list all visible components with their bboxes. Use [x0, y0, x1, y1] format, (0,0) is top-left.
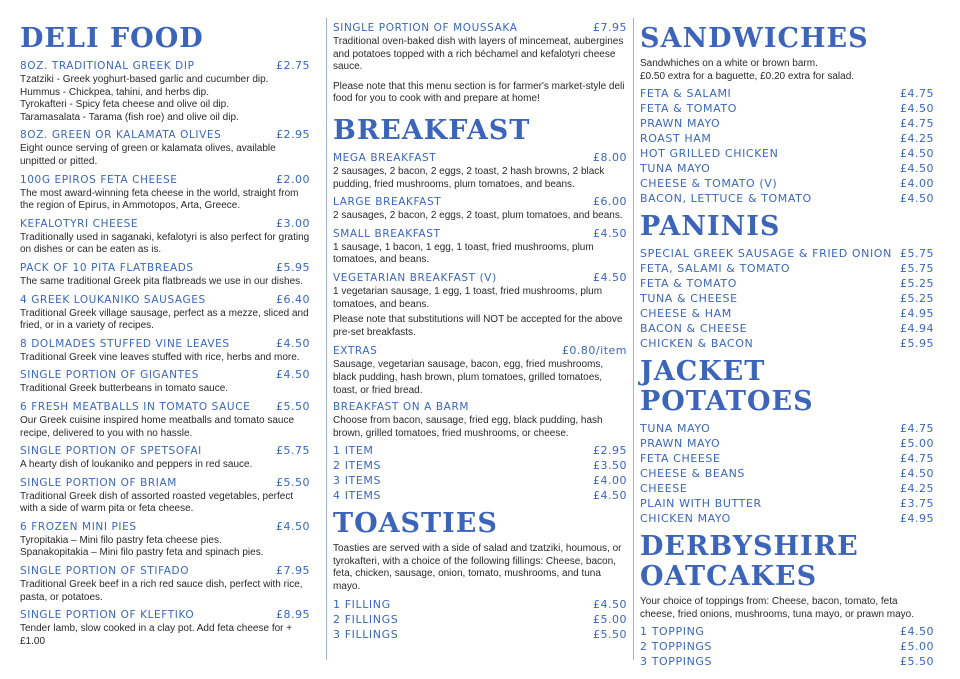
breakfast-note: Please note that substitutions will NOT be accepted for the above pre-set breakfasts. — [333, 314, 623, 338]
item-name: FETA & SALAMI — [640, 87, 732, 101]
item-price: £5.50 — [593, 627, 627, 641]
price-row — [640, 116, 934, 131]
item-row — [20, 607, 310, 623]
price-row — [640, 291, 934, 306]
item-price: £4.94 — [900, 322, 934, 336]
item-name: PRAWN MAYO — [640, 437, 721, 451]
item-price: £0.80/item — [561, 344, 627, 358]
item-name: FETA & TOMATO — [640, 277, 737, 291]
item-name: SMALL BREAKFAST — [333, 227, 441, 240]
item-price: £4.50 — [593, 489, 627, 503]
item-name: CHEESE & BEANS — [640, 467, 745, 481]
item-price: £4.50 — [900, 102, 934, 116]
price-row — [640, 191, 934, 206]
item-name: CHICKEN & BACON — [640, 337, 754, 351]
oatcakes-description: Your choice of toppings from: Cheese, bacon, tomato, feta cheese, fried onions, mushrooms, tuna mayo, or prawn mayo. — [640, 596, 915, 620]
item-name: 8OZ. GREEN OR KALAMATA OLIVES — [20, 129, 222, 142]
toastie-options — [333, 597, 627, 642]
price-row — [640, 146, 934, 161]
item-price: £5.75 — [900, 247, 934, 261]
price-row — [640, 276, 934, 291]
price-row — [640, 161, 934, 176]
item-name: 6 FROZEN MINI PIES — [20, 520, 137, 533]
item-price: £5.95 — [276, 260, 310, 274]
item-price: £5.50 — [900, 655, 934, 669]
column-deli — [20, 18, 310, 651]
item-name: FETA & TOMATO — [640, 102, 737, 116]
item-row — [20, 475, 310, 491]
section-heading-jacket-potatoes: JACKET POTATOES — [640, 357, 934, 417]
item-name: HOT GRILLED CHICKEN — [640, 147, 779, 161]
price-row — [640, 624, 934, 639]
menu-item — [20, 172, 310, 213]
item-price: £4.50 — [900, 467, 934, 481]
item-description: Tzatziki - Greek yoghurt-based garlic and cucumber dip. Hummus - Chickpea, tahini, and herbs dip. Tyrokafteri - Spicy feta cheese and olive oil dip. Taramasalata - Tarama (fish roe) and olive oil dip. — [20, 74, 269, 123]
item-name: 8 DOLMADES STUFFED VINE LEAVES — [20, 337, 230, 350]
deli-item-list — [20, 58, 310, 648]
item-description: Traditional Greek village sausage, perfect as a mezze, sliced and fried, or in a variety of recipes. — [20, 307, 309, 332]
item-name: SINGLE PORTION OF STIFADO — [20, 565, 190, 578]
item-name: 4 GREEK LOUKANIKO SAUSAGES — [20, 293, 206, 306]
item-name: LARGE BREAKFAST — [333, 196, 442, 209]
item-name: 2 FILLINGS — [333, 612, 399, 626]
price-row — [640, 306, 934, 321]
item-price: £4.50 — [900, 147, 934, 161]
item-name: SPECIAL GREEK SAUSAGE & FRIED ONION — [640, 247, 892, 261]
item-name: 1 FILLING — [333, 597, 391, 611]
menu-item — [333, 194, 627, 223]
deli-note: Please note that this menu section is for farmer's market-style deli food for you to cook with and prepare at home! — [333, 80, 625, 105]
price-row — [640, 511, 934, 526]
item-price: £2.75 — [276, 59, 310, 72]
item-description: Traditional Greek beef in a rich red sauce dish, perfect with rice, pasta, or potatoes. — [20, 579, 303, 603]
item-row — [20, 292, 310, 308]
column-divider-right — [633, 18, 634, 660]
item-price: £4.75 — [900, 87, 934, 101]
item-description: 1 vegetarian sausage, 1 egg, 1 toast, fried mushrooms, plum tomatoes, and beans. — [333, 285, 603, 310]
item-price: £2.95 — [593, 444, 627, 458]
price-row — [640, 451, 934, 466]
menu-item — [333, 270, 627, 311]
menu-item — [20, 519, 310, 560]
price-row — [640, 176, 934, 191]
item-price: £4.50 — [276, 368, 310, 382]
price-row — [640, 321, 934, 336]
item-name: 1 TOPPING — [640, 625, 705, 639]
item-name: BACON, LETTUCE & TOMATO — [640, 192, 812, 206]
column-breakfast — [333, 20, 627, 642]
item-price: £4.25 — [900, 132, 934, 146]
menu-item — [20, 127, 310, 168]
item-row — [20, 367, 310, 383]
item-name: SINGLE PORTION OF BRIAM — [20, 476, 177, 489]
item-name: CHEESE & HAM — [640, 307, 732, 321]
item-name: CHICKEN MAYO — [640, 512, 731, 526]
item-name: SINGLE PORTION OF SPETSOFAI — [20, 445, 202, 458]
item-price: £4.00 — [900, 177, 934, 191]
item-price: £4.50 — [276, 519, 310, 533]
item-price: £5.00 — [593, 612, 627, 626]
price-row — [640, 246, 934, 261]
item-price: £4.50 — [593, 270, 627, 284]
item-row — [333, 150, 627, 166]
item-name: TUNA & CHEESE — [640, 292, 738, 306]
barm-options — [333, 443, 627, 503]
item-name: KEFALOTYRI CHEESE — [20, 217, 139, 230]
price-row — [333, 627, 627, 642]
item-name: CHEESE & TOMATO (V) — [640, 177, 778, 191]
item-price: £3.50 — [593, 459, 627, 473]
section-heading-toasties: TOASTIES — [333, 509, 538, 539]
item-price: £4.95 — [900, 307, 934, 321]
item-name: BREAKFAST ON A BARM — [333, 401, 469, 414]
item-name: FETA CHEESE — [640, 452, 721, 466]
menu-item — [20, 216, 310, 257]
menu-item-extras — [333, 343, 627, 397]
item-price: £4.50 — [900, 192, 934, 206]
item-price: £8.95 — [276, 608, 310, 622]
item-description: A hearty dish of loukaniko and peppers in red sauce. — [20, 459, 253, 471]
menu-item — [333, 226, 627, 267]
item-name: ROAST HAM — [640, 132, 712, 146]
item-description: 1 sausage, 1 bacon, 1 egg, 1 toast, fried mushrooms, plum tomatoes, and beans. — [333, 241, 594, 266]
item-name: 3 FILLINGS — [333, 627, 399, 641]
item-price: £3.00 — [276, 216, 310, 230]
item-price: £7.95 — [593, 21, 627, 34]
item-description: Traditional Greek butterbeans in tomato sauce. — [20, 383, 229, 395]
item-description: Our Greek cuisine inspired home meatballs and tomato sauce recipe, delivered to you with no hassle. — [20, 414, 295, 439]
item-price: £5.00 — [900, 640, 934, 654]
item-price: £4.75 — [900, 452, 934, 466]
price-row — [640, 131, 934, 146]
item-description: 2 sausages, 2 bacon, 2 eggs, 2 toast, plum tomatoes, and beans. — [333, 210, 623, 222]
item-description: Traditionally used in saganaki, kefalotyri is also perfect for grating on dishes or can be eaten as is. — [20, 231, 310, 256]
column-divider-left — [326, 18, 327, 660]
panini-list — [640, 246, 934, 351]
item-price: £5.00 — [900, 437, 934, 451]
item-name: 3 TOPPINGS — [640, 655, 713, 669]
section-heading-paninis: PANINIS — [640, 212, 820, 242]
item-price: £4.50 — [900, 625, 934, 639]
item-price: £4.25 — [900, 482, 934, 496]
price-row — [640, 86, 934, 101]
item-row — [20, 216, 310, 232]
menu-item — [20, 336, 310, 365]
item-name: EXTRAS — [333, 345, 378, 358]
oatcake-options — [640, 624, 934, 669]
item-price: £6.00 — [593, 195, 627, 209]
item-row — [333, 194, 627, 210]
item-price: £4.00 — [593, 474, 627, 488]
item-name: 6 FRESH MEATBALLS IN TOMATO SAUCE — [20, 400, 251, 413]
item-name: PACK OF 10 PITA FLATBREADS — [20, 261, 194, 274]
item-price: £5.25 — [900, 292, 934, 306]
menu-item — [20, 563, 310, 604]
item-name: 1 ITEM — [333, 444, 374, 458]
item-price: £4.50 — [900, 162, 934, 176]
item-row — [20, 127, 310, 143]
item-description: Tyropitakia – Mini filo pastry feta cheese pies. Spanakopitakia – Mini filo pastry feta and spinach pies. — [20, 534, 264, 559]
item-description: 2 sausages, 2 bacon, 2 eggs, 2 toast, 2 hash browns, 2 black pudding, fried mushrooms, plum tomatoes, and beans. — [333, 165, 605, 190]
item-description: Traditional oven-baked dish with layers of mincemeat, aubergines and potatoes topped with a rich béchamel and kefalotyri cheese sauce. — [333, 36, 624, 73]
item-row — [20, 443, 310, 459]
item-name: SINGLE PORTION OF KLEFTIKO — [20, 609, 195, 622]
item-price: £5.75 — [900, 262, 934, 276]
price-row — [640, 261, 934, 276]
item-name: 100G EPIROS FETA CHEESE — [20, 173, 178, 186]
menu-item — [333, 20, 627, 74]
item-description: Sausage, vegetarian sausage, bacon, egg, fried mushrooms, black pudding, hash brown, plum tomatoes, grilled tomatoes, toast, or fried bread. — [333, 359, 604, 396]
item-row — [20, 519, 310, 535]
section-heading-breakfast: BREAKFAST — [333, 116, 570, 146]
item-name: BACON & CHEESE — [640, 322, 748, 336]
item-price: £8.00 — [593, 150, 627, 164]
item-name: 2 TOPPINGS — [640, 640, 713, 654]
menu-item — [20, 367, 310, 396]
item-name: 4 ITEMS — [333, 489, 382, 503]
price-row — [333, 612, 627, 627]
sandwich-list — [640, 86, 934, 206]
item-row — [20, 260, 310, 276]
menu-item — [20, 292, 310, 333]
menu-item — [20, 475, 310, 516]
item-price: £5.50 — [276, 399, 310, 413]
price-row — [333, 443, 627, 458]
menu-item-barm — [333, 400, 627, 440]
price-row — [640, 101, 934, 116]
item-price: £2.95 — [276, 128, 310, 142]
item-name: 2 ITEMS — [333, 459, 382, 473]
price-row — [333, 597, 627, 612]
breakfast-item-list — [333, 150, 627, 311]
menu-item — [20, 399, 310, 440]
item-price: £5.95 — [900, 337, 934, 351]
item-name: TUNA MAYO — [640, 162, 711, 176]
item-name: CHEESE — [640, 482, 688, 496]
column-sandwiches — [640, 18, 934, 669]
item-name: 8OZ. TRADITIONAL GREEK DIP — [20, 60, 195, 72]
price-row — [640, 336, 934, 351]
item-description: Choose from bacon, sausage, fried egg, black pudding, hash brown, grilled tomatoes, fried mushrooms, or cheese. — [333, 415, 603, 439]
menu-item — [20, 607, 310, 648]
menu-item — [20, 260, 310, 289]
jacket-potato-list — [640, 421, 934, 526]
menu-item — [333, 150, 627, 191]
price-row — [333, 458, 627, 473]
item-description: Traditional Greek vine leaves stuffed with rice, herbs and more. — [20, 351, 300, 363]
item-description: The most award-winning feta cheese in the world, straight from the region of Epirus, in Ammotopos, Arta, Greece. — [20, 187, 299, 212]
item-row — [333, 270, 627, 286]
section-heading-deli: DELI FOOD — [20, 24, 244, 54]
item-name: PLAIN WITH BUTTER — [640, 497, 762, 511]
item-price: £4.75 — [900, 422, 934, 436]
item-price: £2.00 — [276, 172, 310, 186]
item-description: The same traditional Greek pita flatbreads we use in our dishes. — [20, 275, 303, 287]
item-price: £4.75 — [900, 117, 934, 131]
item-name: SINGLE PORTION OF GIGANTES — [20, 369, 200, 382]
price-row — [640, 496, 934, 511]
menu-item — [20, 58, 310, 124]
price-row — [640, 654, 934, 669]
sandwiches-description: Sandwhiches on a white or brown barm. £0.50 extra for a baguette, £0.20 extra for salad. — [640, 58, 855, 82]
price-row — [640, 639, 934, 654]
item-row — [20, 172, 310, 188]
item-price: £4.50 — [593, 226, 627, 240]
item-description: Traditional Greek dish of assorted roasted vegetables, perfect with a side of warm pita or feta cheese. — [20, 490, 294, 515]
item-row — [20, 399, 310, 415]
price-row — [333, 488, 627, 503]
price-row — [640, 436, 934, 451]
item-row — [20, 58, 310, 74]
item-name: FETA, SALAMI & TOMATO — [640, 262, 791, 276]
item-price: £6.40 — [276, 292, 310, 306]
item-row — [20, 563, 310, 579]
item-name: VEGETARIAN BREAKFAST (V) — [333, 271, 497, 284]
item-price: £7.95 — [276, 564, 310, 578]
section-heading-oatcakes: DERBYSHIRE OATCAKES — [640, 532, 934, 592]
item-name: 3 ITEMS — [333, 474, 382, 488]
price-row — [333, 473, 627, 488]
item-name: MEGA BREAKFAST — [333, 151, 437, 164]
item-price: £5.75 — [276, 444, 310, 458]
item-description: Eight ounce serving of green or kalamata olives, available unpitted or pitted. — [20, 143, 276, 167]
price-row — [640, 466, 934, 481]
item-price: £4.50 — [276, 336, 310, 350]
item-name: SINGLE PORTION OF MOUSSAKA — [333, 22, 518, 34]
section-heading-sandwiches: SANDWICHES — [640, 24, 909, 54]
item-name: PRAWN MAYO — [640, 117, 721, 131]
menu-item — [20, 443, 310, 472]
item-name: TUNA MAYO — [640, 422, 711, 436]
item-price: £3.75 — [900, 497, 934, 511]
price-row — [640, 421, 934, 436]
item-price: £4.95 — [900, 512, 934, 526]
toasties-description: Toasties are served with a side of salad and tzatziki, houmous, or tyrokafteri, with a choice of the following fillings: Cheese, bacon, feta, chicken, sausage, onion, tomato, mushrooms, and tuna mayo. — [333, 543, 622, 593]
item-price: £4.50 — [593, 597, 627, 611]
item-row — [20, 336, 310, 352]
item-price: £5.25 — [900, 277, 934, 291]
price-row — [640, 481, 934, 496]
item-description: Tender lamb, slow cooked in a clay pot. Add feta cheese for +£1.00 — [20, 623, 293, 647]
item-row — [333, 226, 627, 242]
item-price: £5.50 — [276, 475, 310, 489]
